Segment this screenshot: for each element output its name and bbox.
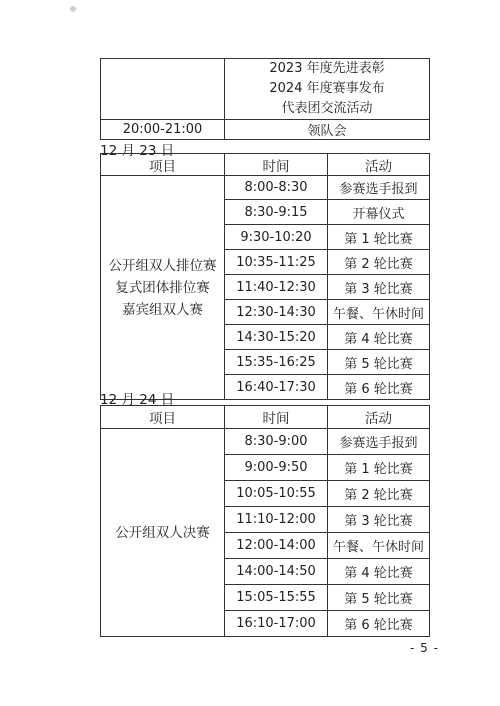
- time-cell: 11:40-12:30: [225, 275, 328, 300]
- activity-cell: 参赛选手报到: [328, 176, 430, 200]
- project-line: 复式团体排位赛: [115, 279, 210, 296]
- activity-cell: 第 6 轮比赛: [328, 611, 430, 637]
- time-cell: 10:05-10:55: [225, 481, 328, 507]
- project-line: 公开组双人决赛: [115, 524, 210, 541]
- project-line: 嘉宾组双人赛: [122, 301, 203, 318]
- project-line: 公开组双人排位赛: [108, 257, 217, 274]
- time-cell: 10:35-11:25: [225, 250, 328, 275]
- header-project: 项目: [101, 154, 225, 176]
- header-activity: 活动: [328, 154, 430, 176]
- time-cell: 8:30-9:00: [225, 429, 328, 455]
- date-label-dec-23: 12 月 23 日: [100, 143, 175, 159]
- time-cell: 9:00-9:50: [225, 455, 328, 481]
- header-time: 时间: [225, 154, 328, 176]
- activity-cell: 第 4 轮比赛: [328, 559, 430, 585]
- activity-cell: 第 3 轮比赛: [328, 507, 430, 533]
- header-project: 项目: [101, 406, 225, 429]
- activity-cell: 第 5 轮比赛: [328, 585, 430, 611]
- top-schedule-table: [100, 58, 430, 140]
- activity-cell: 第 1 轮比赛: [328, 225, 430, 250]
- event-line: 2023 年度先进表彰: [269, 61, 385, 76]
- time-cell: 15:05-15:55: [225, 585, 328, 611]
- activity-cell: 午餐、午休时间: [328, 533, 430, 559]
- time-cell: 11:10-12:00: [225, 507, 328, 533]
- scan-dot: [70, 6, 76, 12]
- header-activity: 活动: [328, 406, 430, 429]
- schedule-table-dec-24: [100, 405, 430, 637]
- activity-cell: 开幕仪式: [328, 200, 430, 225]
- activity-cell: 第 1 轮比赛: [328, 455, 430, 481]
- time-cell: 16:40-17:30: [225, 375, 328, 400]
- time-cell: 15:35-16:25: [225, 350, 328, 375]
- time-cell: 14:30-15:20: [225, 325, 328, 350]
- meeting-activity: 领队会: [225, 120, 430, 140]
- event-line: 2024 年度赛事发布: [269, 81, 385, 96]
- activity-cell: 第 2 轮比赛: [328, 250, 430, 275]
- project-cell: [101, 429, 225, 637]
- activity-cell: 第 5 轮比赛: [328, 350, 430, 375]
- activity-cell: 第 6 轮比赛: [328, 375, 430, 400]
- event-cell: [225, 59, 430, 120]
- activity-cell: 第 4 轮比赛: [328, 325, 430, 350]
- header-time: 时间: [225, 406, 328, 429]
- project-cell: [101, 176, 225, 400]
- activity-cell: 第 2 轮比赛: [328, 481, 430, 507]
- date-label-dec-24: 12 月 24 日: [100, 392, 175, 408]
- time-cell: 12:00-14:00: [225, 533, 328, 559]
- empty-cell: [101, 59, 225, 120]
- time-cell: 16:10-17:00: [225, 611, 328, 637]
- schedule-table-dec-23: [100, 153, 430, 400]
- time-cell: 14:00-14:50: [225, 559, 328, 585]
- activity-cell: 参赛选手报到: [328, 429, 430, 455]
- page-number: - 5 -: [410, 641, 439, 655]
- time-cell: 8:30-9:15: [225, 200, 328, 225]
- activity-cell: 第 3 轮比赛: [328, 275, 430, 300]
- time-cell: 12:30-14:30: [225, 300, 328, 325]
- meeting-time: 20:00-21:00: [101, 120, 225, 140]
- event-line: 代表团交流活动: [281, 101, 373, 116]
- activity-cell: 午餐、午休时间: [328, 300, 430, 325]
- time-cell: 8:00-8:30: [225, 176, 328, 200]
- time-cell: 9:30-10:20: [225, 225, 328, 250]
